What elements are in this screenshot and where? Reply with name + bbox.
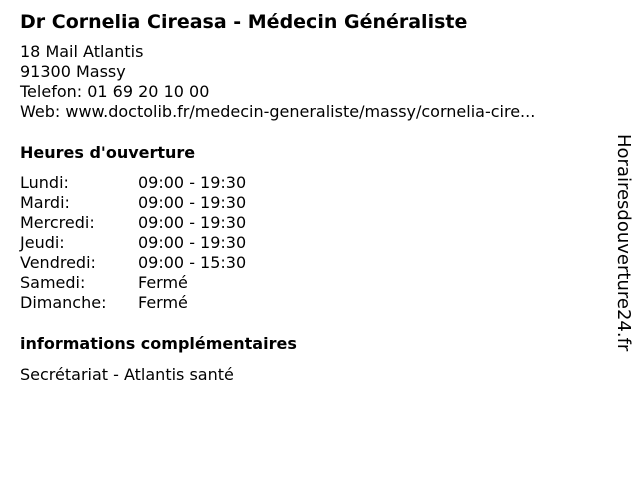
street-address: 18 Mail Atlantis [20,42,144,61]
hours-day-label: Lundi: [20,173,69,192]
hours-day-label: Mardi: [20,193,70,212]
hours-row-monday [20,173,610,193]
hours-row-saturday [20,273,610,293]
opening-hours-heading: Heures d'ouverture [20,143,196,162]
hours-day-label: Dimanche: [20,293,107,312]
hours-row-sunday [20,293,610,313]
city-postal-code: 91300 Massy [20,62,126,81]
hours-time-value: 09:00 - 15:30 [138,253,247,272]
additional-info-text: Secrétariat - Atlantis santé [20,365,234,384]
hours-time-value: 09:00 - 19:30 [138,193,247,212]
phone-number: Telefon: 01 69 20 10 00 [20,82,210,101]
hours-time-value: 09:00 - 19:30 [138,213,247,232]
hours-time-value: Fermé [138,273,188,292]
hours-day-label: Jeudi: [20,233,65,252]
site-watermark: Horairesdouverture24.fr [613,134,634,352]
additional-info-heading: informations complémentaires [20,334,297,353]
website-line: Web: www.doctolib.fr/medecin-generaliste/massy/cornelia-cire... [20,102,536,121]
hours-day-label: Samedi: [20,273,86,292]
hours-day-label: Mercredi: [20,213,95,232]
hours-row-wednesday [20,213,610,233]
page-title: Dr Cornelia Cireasa - Médecin Généraliste [20,11,468,33]
address-block [20,42,610,122]
hours-row-thursday [20,233,610,253]
opening-hours-table [20,173,610,313]
hours-time-value: 09:00 - 19:30 [138,173,247,192]
hours-row-tuesday [20,193,610,213]
hours-time-value: 09:00 - 19:30 [138,233,247,252]
listing-card [20,9,610,385]
hours-day-label: Vendredi: [20,253,96,272]
hours-row-friday [20,253,610,273]
hours-time-value: Fermé [138,293,188,312]
